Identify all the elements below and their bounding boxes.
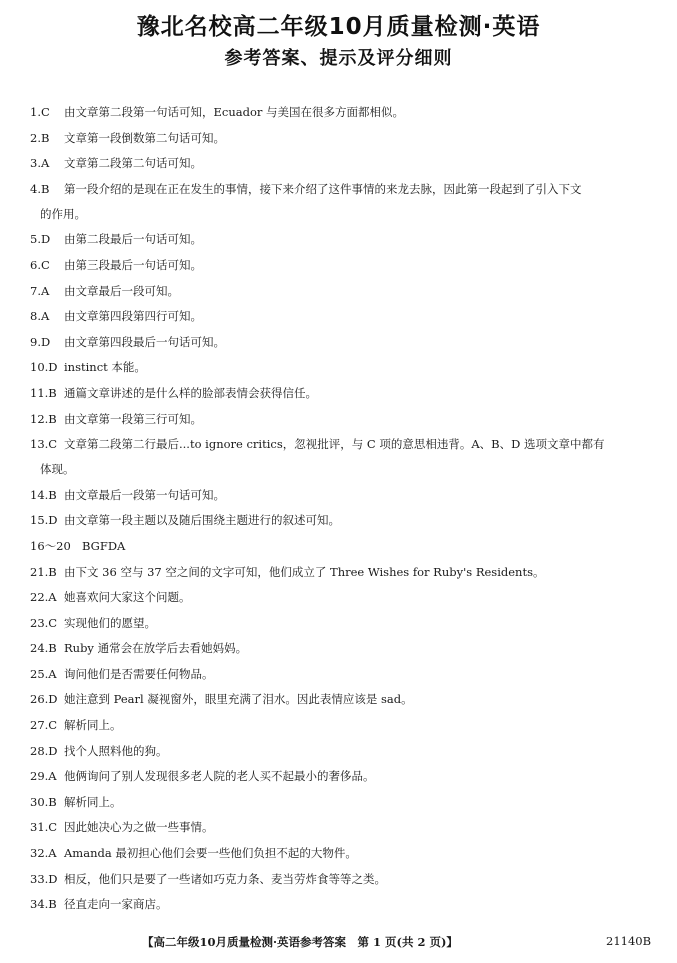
- answer-explanation: [64, 130, 655, 146]
- answer-item: [30, 130, 655, 146]
- answer-item: [30, 359, 655, 375]
- answer-explanation-line: 他俩询问了别人发现很多老人院的老人买不起最小的奢侈品。: [64, 769, 375, 784]
- answer-item: [30, 181, 655, 222]
- answer-item: [30, 743, 655, 759]
- answer-item: [30, 640, 655, 656]
- answer-explanation: [64, 691, 655, 707]
- answer-explanation-line: 文章第二段第二行最后...to ignore critics，忽视批评，与 C 项的意思相违背。A、B、D 选项文章中都有: [64, 437, 605, 452]
- answer-explanation-line: 解析同上。: [64, 718, 122, 733]
- answer-explanation: [64, 155, 655, 171]
- answer-number: 31.C: [30, 820, 58, 835]
- answer-item: [30, 104, 655, 120]
- answer-number: 29.A: [30, 769, 57, 784]
- answer-item: [30, 794, 655, 810]
- answer-explanation: [64, 768, 655, 784]
- answer-number: 15.D: [30, 513, 58, 528]
- answer-item: [30, 487, 655, 503]
- answer-number: 21.B: [30, 564, 57, 579]
- answer-explanation-line: 文章第一段倒数第二句话可知。: [64, 130, 225, 145]
- answer-explanation: [64, 257, 655, 273]
- answer-explanation: [64, 385, 655, 401]
- answer-explanation: [64, 871, 655, 887]
- answer-item: [30, 615, 655, 631]
- answer-item: [30, 308, 655, 324]
- answer-explanation: [64, 717, 655, 733]
- answer-number: 26.D: [30, 692, 58, 707]
- answer-number: 1.C: [30, 105, 50, 119]
- answer-explanation: [64, 819, 655, 835]
- answer-number: 25.A: [30, 666, 57, 681]
- answer-explanation: [64, 640, 655, 656]
- answer-explanation-line: 由文章第四段第四行可知。: [64, 309, 202, 324]
- answer-explanation-line: 由文章最后一段可知。: [64, 283, 179, 298]
- answer-explanation-line: instinct 本能。: [64, 360, 146, 375]
- answer-number: 30.B: [30, 794, 57, 809]
- answer-number: 24.B: [30, 641, 57, 656]
- answer-number: 2.B: [30, 130, 50, 145]
- answer-explanation-line: 她喜欢问大家这个问题。: [64, 590, 191, 605]
- answer-explanation: [64, 896, 655, 912]
- answer-explanation-continuation: 的作用。: [40, 206, 86, 221]
- answer-explanation: [64, 666, 655, 682]
- answer-explanation: [64, 104, 655, 120]
- answer-item: [30, 411, 655, 427]
- answer-number: 3.A: [30, 156, 50, 171]
- answer-item: [30, 436, 655, 477]
- answer-item: [30, 896, 655, 912]
- answer-number: 5.D: [30, 232, 51, 247]
- answer-explanation: [64, 743, 655, 759]
- answer-item: [30, 666, 655, 682]
- answer-item: [30, 691, 655, 707]
- answer-item: [30, 512, 655, 528]
- answer-explanation: [64, 564, 655, 580]
- answer-explanation-line: 因此她决心为之做一些事情。: [64, 820, 214, 835]
- answer-explanation: [64, 283, 655, 299]
- answer-item: [30, 155, 655, 171]
- answer-explanation-line: 由第三段最后一句话可知。: [64, 257, 202, 272]
- answer-item: [30, 871, 655, 887]
- answer-explanation-line: 通篇文章讲述的是什么样的脸部表情会获得信任。: [64, 385, 317, 400]
- answer-explanation-line: 由文章第一段第三行可知。: [64, 411, 202, 426]
- answer-explanation-line: 解析同上。: [64, 794, 122, 809]
- answer-number: 8.A: [30, 309, 50, 324]
- answer-explanation-line: 询问他们是否需要任何物品。: [64, 666, 214, 681]
- answer-explanation: [64, 308, 655, 324]
- answer-explanation: [64, 231, 655, 247]
- page-subtitle: 参考答案、提示及评分细则: [224, 48, 453, 69]
- page-title: 豫北名校高二年级10月质量检测·英语: [136, 14, 541, 40]
- answer-explanation-continuation: 体现。: [40, 462, 75, 477]
- answer-number: 16～20: [30, 538, 71, 553]
- answer-item: [30, 819, 655, 835]
- answer-item: [30, 717, 655, 733]
- answer-number: 6.C: [30, 257, 50, 272]
- answer-item: [30, 538, 655, 554]
- answer-number: 7.A: [30, 283, 50, 298]
- answer-item: [30, 768, 655, 784]
- answer-item: [30, 283, 655, 299]
- answer-explanation-line: 实现他们的愿望。: [64, 615, 156, 630]
- answer-number: 13.C: [30, 437, 58, 452]
- answer-explanation: [64, 845, 655, 861]
- answer-item: [30, 564, 655, 580]
- answer-number: 23.C: [30, 615, 58, 630]
- answer-item: [30, 385, 655, 401]
- answer-number: 22.A: [30, 590, 57, 605]
- answer-explanation: [64, 589, 655, 605]
- answer-explanation: [64, 334, 655, 350]
- answer-explanation-line: Amanda 最初担心他们会要一些他们负担不起的大物件。: [64, 846, 357, 861]
- answer-item: [30, 257, 655, 273]
- answer-number: 28.D: [30, 743, 58, 758]
- answer-explanation: [64, 487, 655, 503]
- answer-explanation-line: 相反，他们只是要了一些诸如巧克力条、麦当劳炸食等等之类。: [64, 871, 386, 886]
- answer-number: 9.D: [30, 334, 51, 349]
- answer-explanation-line: 第一段介绍的是现在正在发生的事情，接下来介绍了这件事情的来龙去脉，因此第一段起到了引入下文: [64, 181, 582, 196]
- answer-explanation-line: 由文章第四段最后一句话可知。: [64, 334, 225, 349]
- answer-explanation-line: 她注意到 Pearl 凝视窗外，眼里充满了泪水。因此表情应该是 sad。: [64, 692, 413, 707]
- answer-list: [30, 104, 655, 922]
- answer-item: [30, 589, 655, 605]
- answer-explanation-line: BGFDA: [82, 538, 126, 553]
- answer-number: 11.B: [30, 385, 57, 400]
- footer-doc-code: 21140B: [606, 934, 652, 948]
- answer-explanation-line: 径直走向一家商店。: [64, 897, 168, 912]
- answer-explanation-line: 找个人照料他的狗。: [64, 743, 168, 758]
- answer-explanation: [64, 794, 655, 810]
- answer-item: [30, 231, 655, 247]
- answer-explanation: [64, 411, 655, 427]
- answer-number: 10.D: [30, 360, 58, 375]
- answer-item: [30, 845, 655, 861]
- answer-number: 12.B: [30, 411, 57, 426]
- answer-item: [30, 334, 655, 350]
- answer-explanation-line: 由下文 36 空与 37 空之间的文字可知，他们成立了 Three Wishes for Ruby's Residents。: [64, 564, 545, 579]
- answer-number: 33.D: [30, 871, 58, 886]
- answer-explanation-line: 文章第二段第二句话可知。: [64, 156, 202, 171]
- answer-number: 14.B: [30, 487, 57, 502]
- answer-explanation-line: Ruby 通常会在放学后去看她妈妈。: [64, 641, 248, 656]
- answer-number: 4.B: [30, 181, 50, 196]
- answer-explanation-line: 由第二段最后一句话可知。: [64, 232, 202, 247]
- answer-explanation: [64, 359, 655, 375]
- answer-explanation: [64, 512, 655, 528]
- answer-number: 27.C: [30, 718, 58, 733]
- answer-explanation: [82, 538, 655, 554]
- answer-number: 32.A: [30, 846, 57, 861]
- answer-number: 34.B: [30, 897, 57, 912]
- answer-explanation-line: 由文章第二段第一句话可知，Ecuador 与美国在很多方面都相似。: [64, 105, 405, 119]
- answer-explanation-line: 由文章最后一段第一句话可知。: [64, 487, 225, 502]
- answer-explanation-line: 由文章第一段主题以及随后围绕主题进行的叙述可知。: [64, 513, 340, 528]
- answer-explanation: [64, 615, 655, 631]
- footer-page-info: 【高二年级10月质量检测·英语参考答案 第 1 页(共 2 页)】: [142, 935, 458, 949]
